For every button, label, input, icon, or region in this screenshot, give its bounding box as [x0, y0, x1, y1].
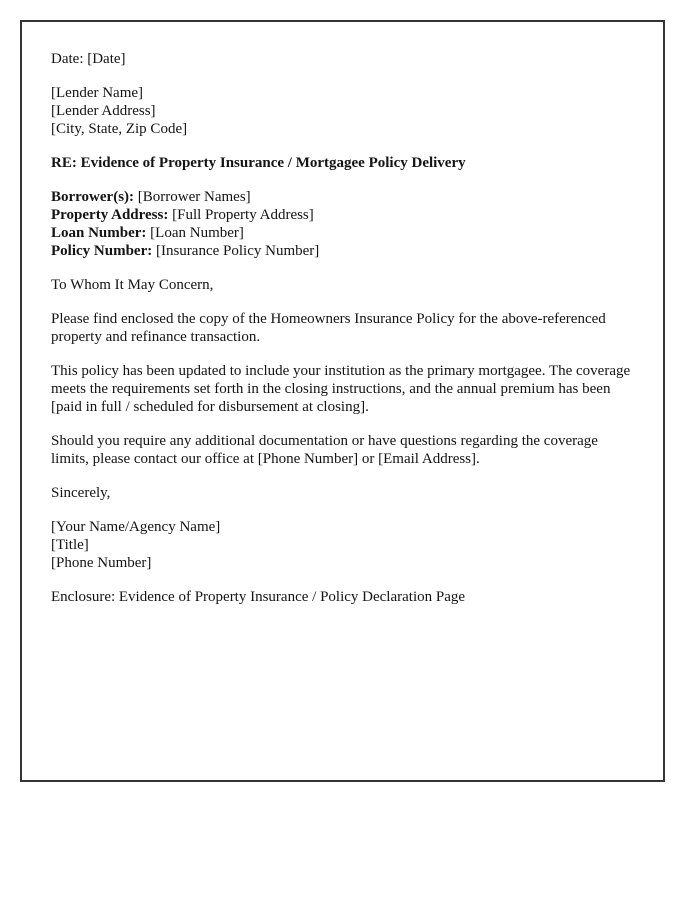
lender-city-state-zip-line: [City, State, Zip Code] — [51, 121, 188, 137]
lender-name-line: [Lender Name] — [51, 85, 144, 101]
loan-number-label: Loan Number: — [51, 225, 147, 241]
body-paragraph-2: This policy has been updated to include your institution as the primary mortgagee. The coverage meets the requirements set forth in the closing instructions, and the annual premium has been [paid in full / scheduled for disbursement at closing]. — [51, 363, 631, 415]
subject-line: RE: Evidence of Property Insurance / Mortgagee Policy Delivery — [51, 155, 466, 171]
loan-number-value: [Loan Number] — [146, 225, 244, 241]
salutation-line: To Whom It May Concern, — [51, 277, 214, 293]
policy-number-value: [Insurance Policy Number] — [152, 243, 320, 259]
borrower-value: [Borrower Names] — [134, 189, 251, 205]
letter-body — [22, 22, 663, 606]
reference-block — [51, 188, 638, 260]
property-address-value: [Full Property Address] — [168, 207, 314, 223]
signature-name-line: [Your Name/Agency Name] — [51, 519, 221, 535]
property-address-line — [51, 206, 638, 224]
date-line: Date: [Date] — [51, 51, 126, 67]
signature-block — [51, 518, 638, 572]
policy-number-label: Policy Number: — [51, 243, 153, 259]
borrower-label: Borrower(s): — [51, 189, 135, 205]
body-paragraph-1: Please find enclosed the copy of the Homeowners Insurance Policy for the above-referenced property and refinance transaction. — [51, 311, 606, 345]
lender-address-block — [51, 84, 638, 138]
borrower-line — [51, 188, 638, 206]
enclosure-line: Enclosure: Evidence of Property Insurance / Policy Declaration Page — [51, 589, 466, 605]
loan-number-line — [51, 224, 638, 242]
letter-border-frame — [20, 20, 665, 782]
body-paragraph-3: Should you require any additional documentation or have questions regarding the coverage limits, please contact our office at [Phone Number] or [Email Address]. — [51, 433, 598, 467]
signature-phone-line: [Phone Number] — [51, 555, 152, 571]
property-address-label: Property Address: — [51, 207, 169, 223]
closing-line: Sincerely, — [51, 485, 111, 501]
policy-number-line — [51, 242, 638, 260]
signature-title-line: [Title] — [51, 537, 89, 553]
lender-address-line: [Lender Address] — [51, 103, 156, 119]
